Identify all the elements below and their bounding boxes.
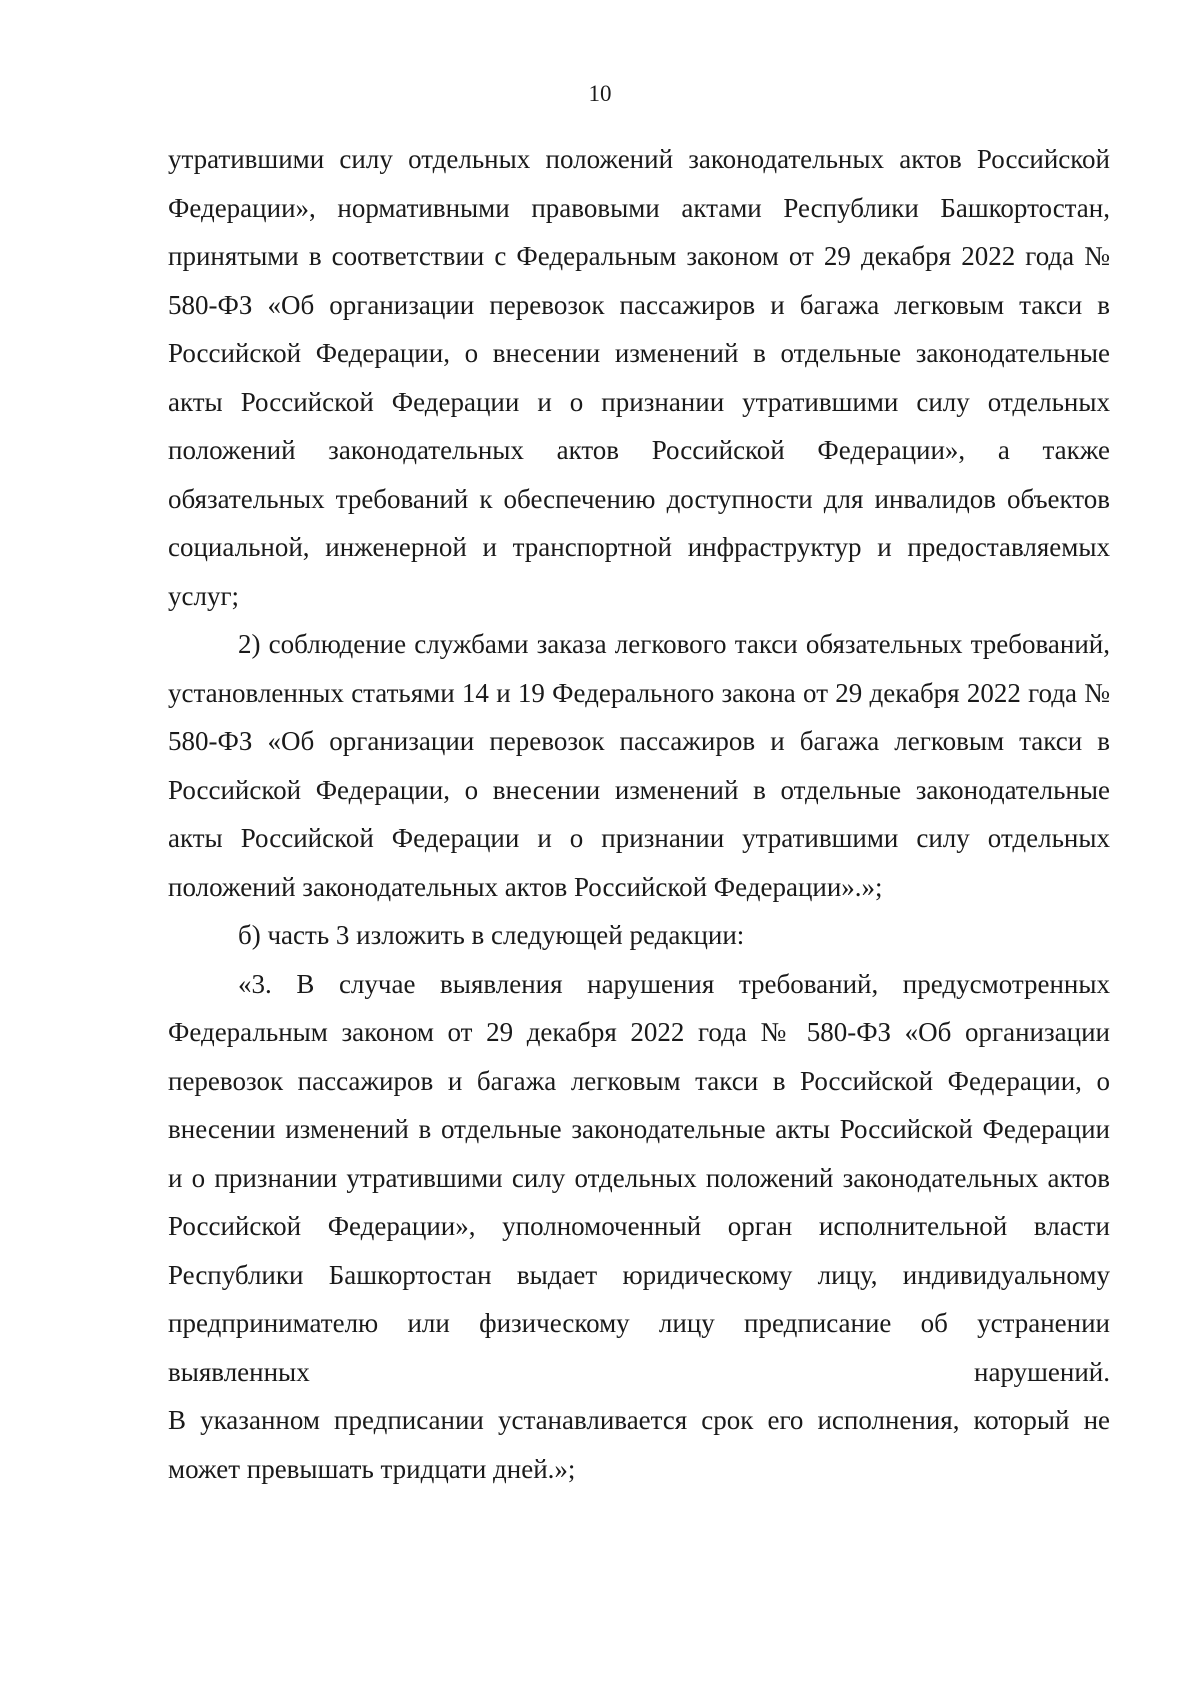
paragraph-item-2: 2) соблюдение службами заказа легкового такси обязательных требований, установленных статьями 14 и 19 Федерального закона от 29 декабря 2022 года № 580-ФЗ «Об организации перевозок пассажиров и багажа легковым такси в Российской Федерации, о внесении изменений в отдельные законодательные акты Российской Федерации и о признании утратившими силу отдельных положений законодательных актов Российской Федерации».»;	[168, 629, 1110, 902]
document-body	[168, 135, 1110, 1493]
paragraph-continuation: утратившими силу отдельных положений законодательных актов Российской Федерации», нормативными правовыми актами Республики Башкортостан, принятыми в соответствии с Федеральным законом от 29 декабря 2022 года № 580-ФЗ «Об организации перевозок пассажиров и багажа легковым такси в Российской Федерации, о внесении изменений в отдельные законодательные акты Российской Федерации и о признании утратившими силу отдельных положений законодательных актов Российской Федерации», а также обязательных требований к обеспечению доступности для инвалидов объектов социальной, инженерной и транспортной инфраструктур и предоставляемых услуг;	[168, 144, 1110, 611]
paragraph-part-3-continuation: В указанном предписании устанавливается срок его исполнения, который не может превышать тридцати дней.»;	[168, 1405, 1110, 1484]
paragraph-item-b: б) часть 3 изложить в следующей редакции:	[238, 920, 745, 950]
page-number: 10	[588, 81, 612, 106]
paragraph-part-3: «3. В случае выявления нарушения требований, предусмотренных Федеральным законом от 29 декабря 2022 года № 580-ФЗ «Об организации перевозок пассажиров и багажа легковым такси в Российской Федерации, о внесении изменений в отдельные законодательные акты Российской Федерации и о признании утратившими силу отдельных положений законодательных актов Российской Федерации», уполномоченный орган исполнительной власти Республики Башкортостан выдает юридическому лицу, индивидуальному предпринимателю или физическому лицу предписание об устранении выявленных нарушений.	[168, 968, 1110, 1387]
